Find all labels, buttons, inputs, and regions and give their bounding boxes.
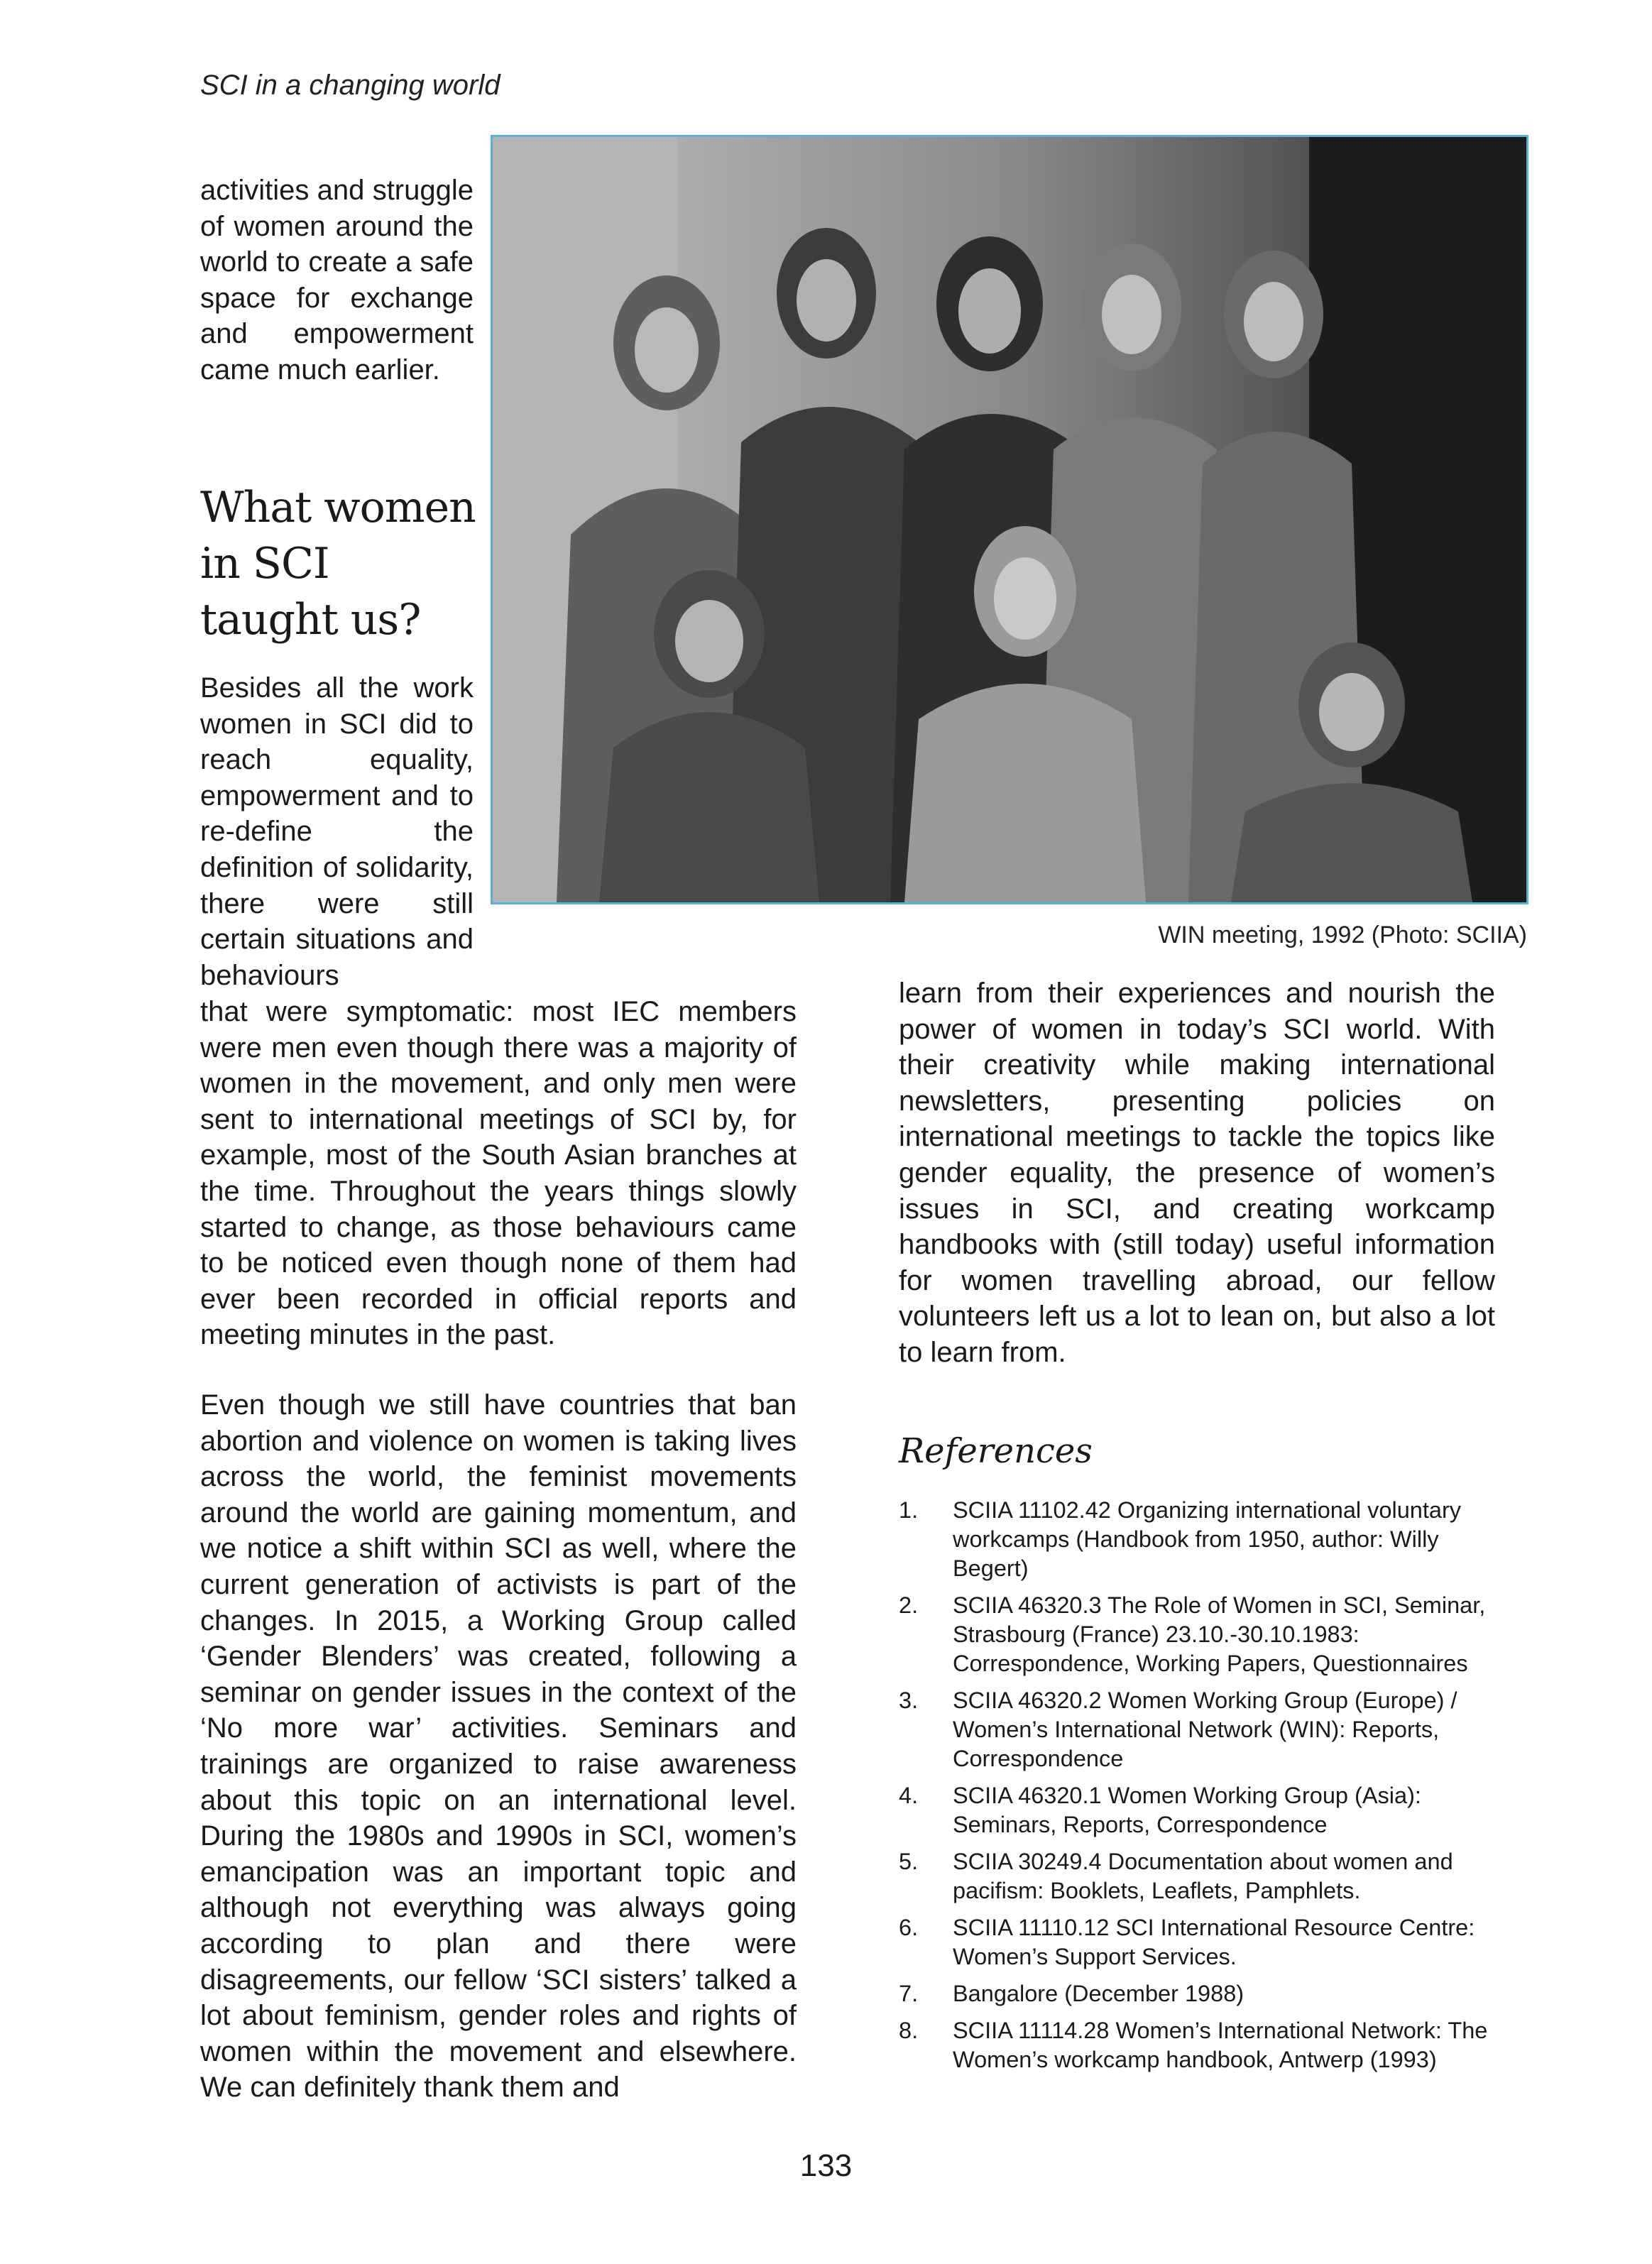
reference-number: 1. bbox=[899, 1497, 919, 1523]
reference-text: SCIIA 11110.12 SCI International Resource Centre: Women’s Support Services. bbox=[953, 1915, 1475, 1969]
paragraph-4: learn from their experiences and nourish the power of women in today’s SCI world. With their creativity while making international newsletters, presenting policies on international meetings to tackle the topics like gender equality, the presence of women’s issues in SCI, and creating workcamp handbooks with (still today) useful information for women travelling abroad, our fellow volunteers left us a lot to lean on, but also a lot to learn from. bbox=[899, 978, 1495, 1368]
reference-number: 8. bbox=[899, 2018, 919, 2043]
reference-item bbox=[899, 1686, 1509, 1773]
reference-item bbox=[899, 1591, 1509, 1678]
reference-item bbox=[899, 1979, 1509, 2008]
reference-text: SCIIA 11114.28 Women’s International Network: The Women’s workcamp handbook, Antwerp (1993) bbox=[953, 2018, 1488, 2072]
references-list bbox=[899, 1496, 1509, 2082]
reference-number: 6. bbox=[899, 1915, 919, 1940]
reference-number: 5. bbox=[899, 1849, 919, 1874]
reference-item bbox=[899, 1781, 1509, 1839]
paragraph-2-end: that were symptomatic: most IEC members were men even though there was a majority of women in the movement, and only men were sent to international meetings of SCI by, for example, most of the South Asian branches at the time. Throughout the years things slowly started to change, as those behaviours came to be noticed even though none of them had ever been recorded in official reports and meeting minutes in the past. bbox=[200, 996, 797, 1351]
group-photo bbox=[491, 135, 1528, 904]
reference-text: SCIIA 46320.1 Women Working Group (Asia): Seminars, Reports, Correspondence bbox=[953, 1783, 1421, 1837]
intro-fragment: activities and struggle of women around the world to create a safe space for exchange and empowerment came much earlier. bbox=[200, 175, 474, 385]
reference-number: 3. bbox=[899, 1688, 919, 1713]
group-photo-image bbox=[493, 137, 1526, 902]
photo-caption: WIN meeting, 1992 (Photo: SCIIA) bbox=[1158, 922, 1527, 948]
running-head: SCI in a changing world bbox=[200, 70, 500, 101]
reference-item bbox=[899, 1847, 1509, 1905]
reference-text: SCIIA 11102.42 Organizing international voluntary workcamps (Handbook from 1950, author: Willy Begert) bbox=[953, 1497, 1462, 1581]
reference-number: 4. bbox=[899, 1783, 919, 1808]
reference-number: 7. bbox=[899, 1981, 919, 2006]
paragraph-3: Even though we still have countries that ban abortion and violence on women is taking lives across the world, the feminist movements around the world are gaining momentum, and we notice a shift within SCI as well, where the current generation of activists is part of the changes. In 2015, a Working Group called ‘Gender Blenders’ was created, following a seminar on gender issues in the context of the ‘No more war’ activities. Seminars and trainings are organized to raise awareness about this topic on an international level. During the 1980s and 1990s in SCI, women’s emancipation was an important topic and although not everything was always going according to plan and there were disagreements, our fellow ‘SCI sisters’ talked a lot about feminism, gender roles and rights of women within the movement and elsewhere. We can definitely thank them and bbox=[200, 1389, 797, 2104]
references-title: References bbox=[899, 1431, 1093, 1471]
page-number: 133 bbox=[799, 2148, 853, 2183]
reference-number: 2. bbox=[899, 1592, 919, 1618]
reference-text: SCIIA 46320.2 Women Working Group (Europe) / Women’s International Network (WIN): Reports, Correspondence bbox=[953, 1688, 1457, 1771]
reference-item bbox=[899, 1496, 1509, 1583]
reference-item bbox=[899, 2016, 1509, 2074]
paragraph-2-start: Besides all the work women in SCI did to reach equality, empowerment and to re-define the definition of solidarity, there were still certain situations and behaviours bbox=[200, 672, 474, 991]
reference-text: SCIIA 30249.4 Documentation about women and pacifism: Booklets, Leaflets, Pamphlets. bbox=[953, 1849, 1453, 1903]
section-heading: What women in SCI taught us? bbox=[200, 483, 476, 645]
reference-text: Bangalore (December 1988) bbox=[953, 1981, 1245, 2006]
reference-item bbox=[899, 1913, 1509, 1972]
reference-text: SCIIA 46320.3 The Role of Women in SCI, Seminar, Strasbourg (France) 23.10.-30.10.1983: Correspondence, Working Papers, Questionnaires bbox=[953, 1592, 1486, 1676]
